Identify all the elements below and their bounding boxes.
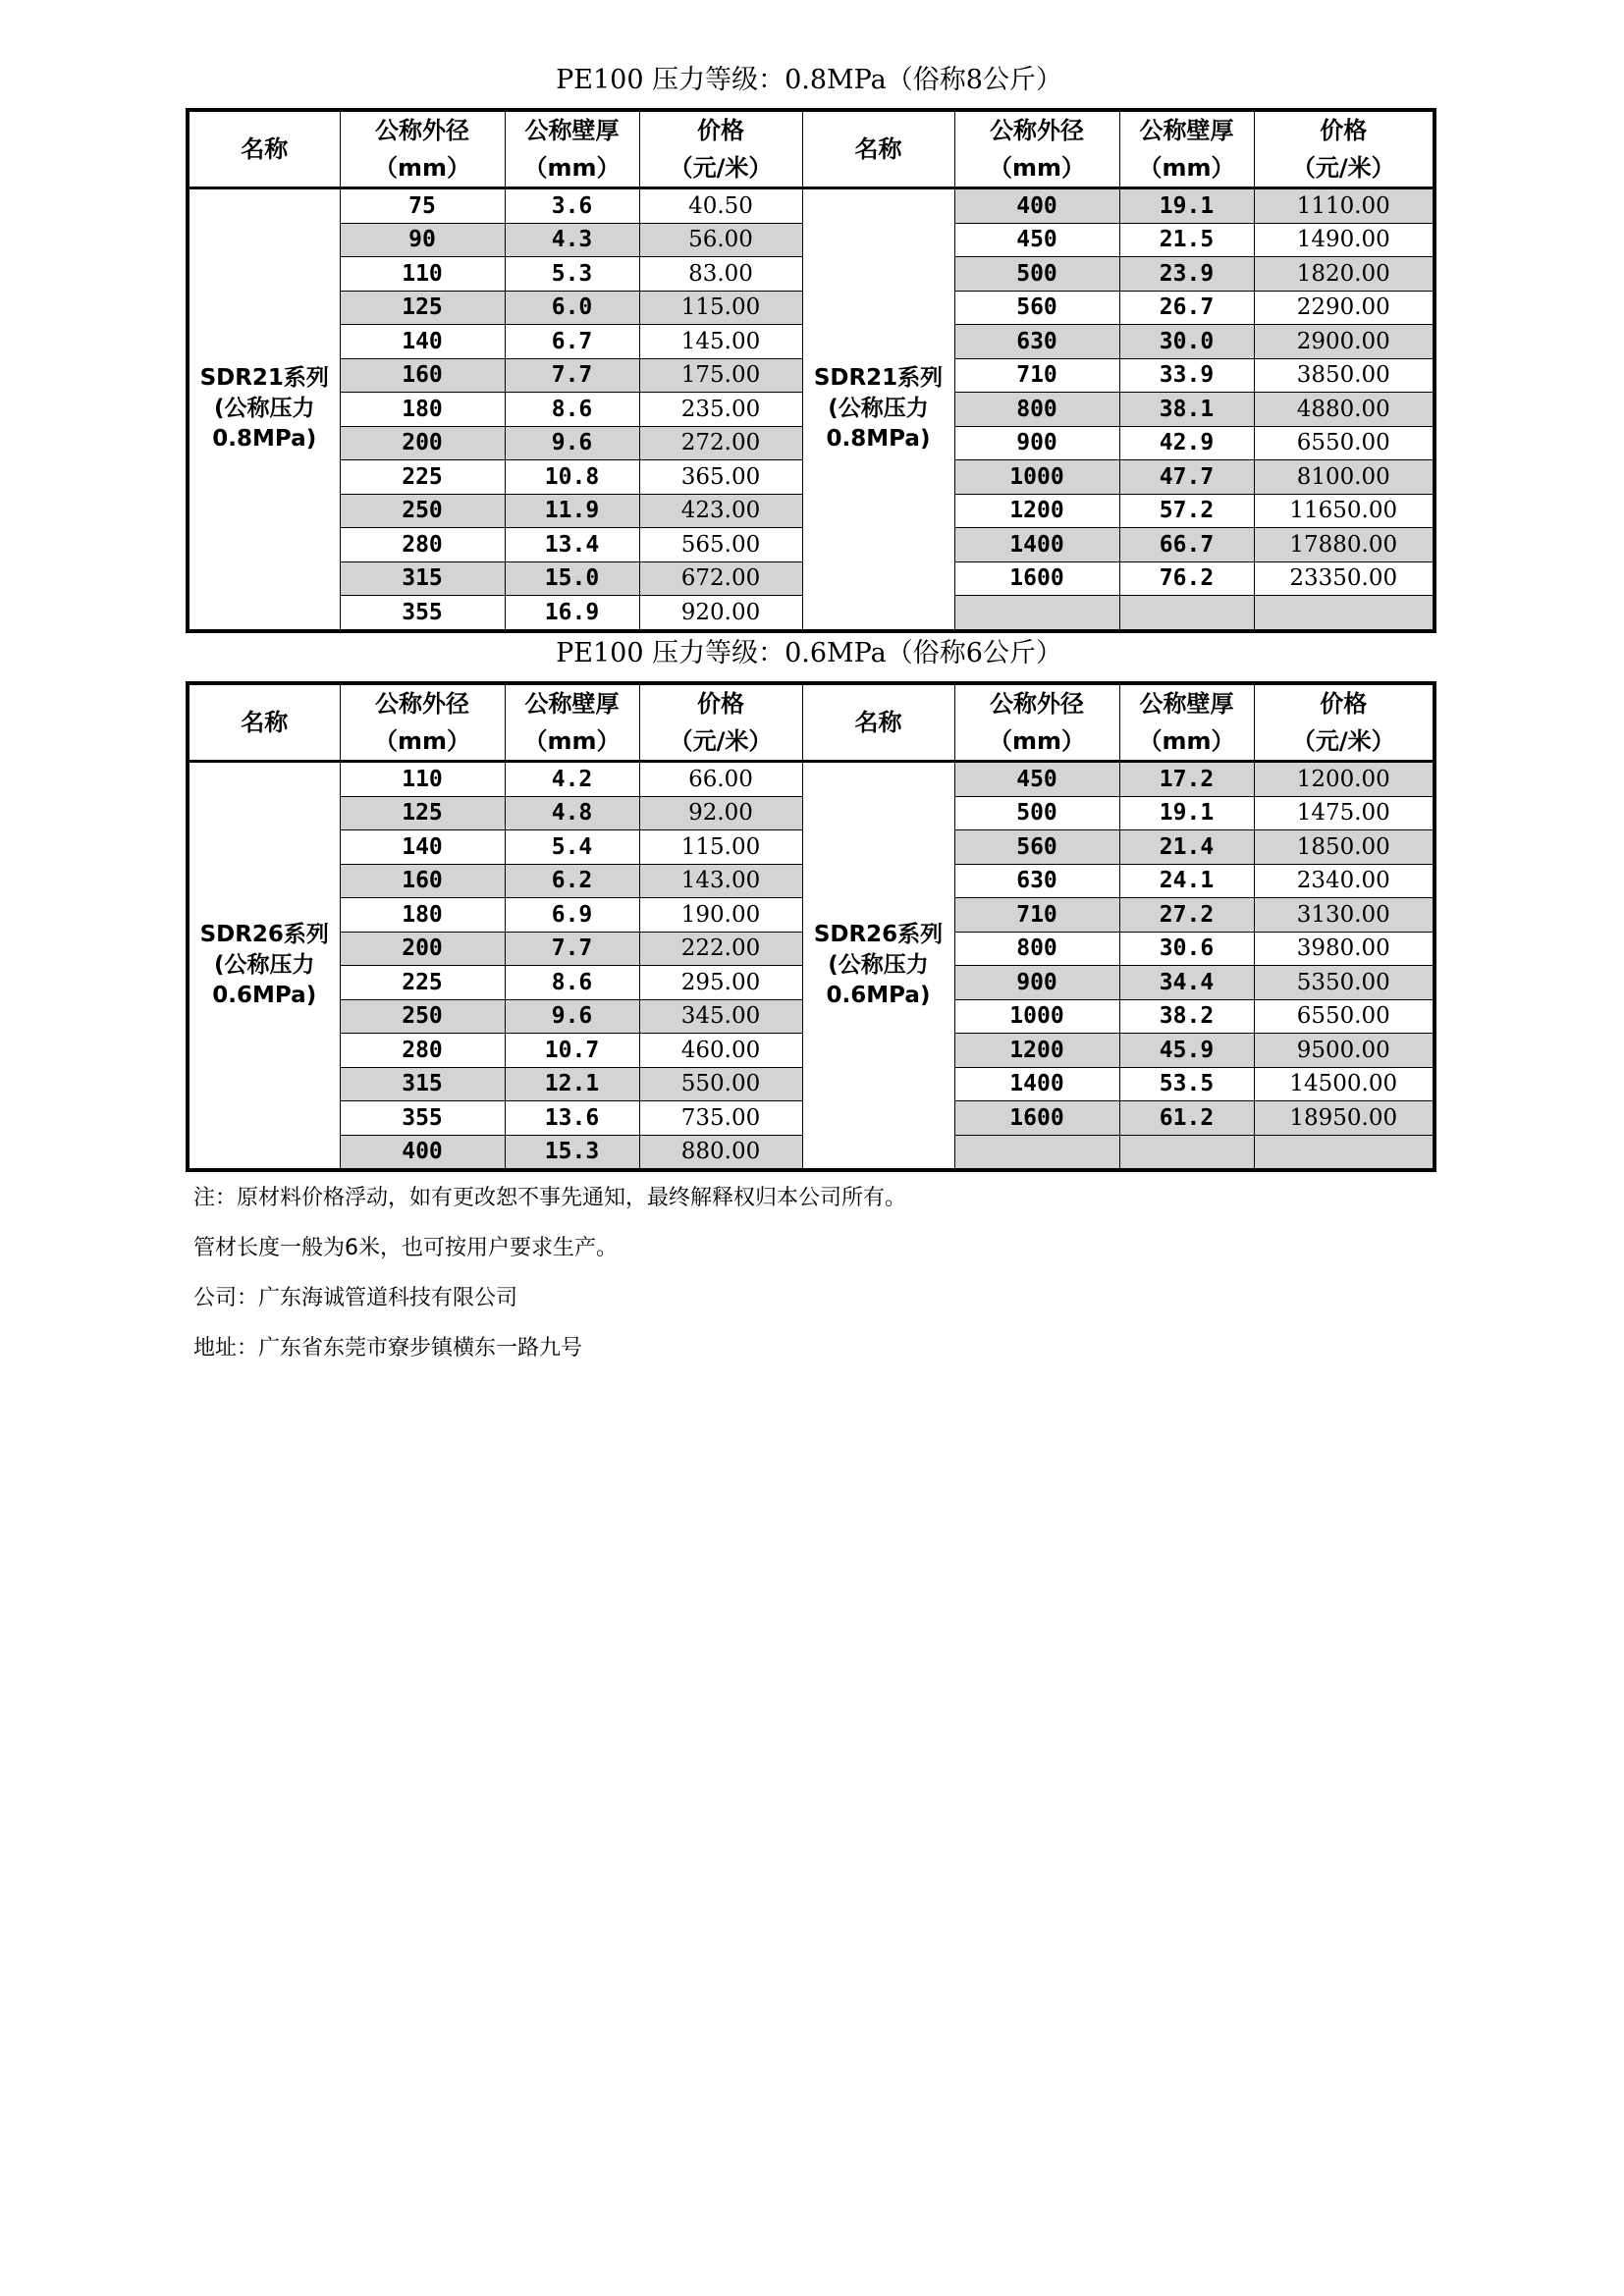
- outer-diameter-cell: 710: [954, 358, 1119, 393]
- wall-thickness-cell: 5.4: [505, 830, 639, 865]
- wall-thickness-cell: 61.2: [1119, 1101, 1254, 1136]
- header-wt: 公称壁厚 （mm）: [505, 683, 639, 762]
- price-cell: 2900.00: [1254, 325, 1435, 359]
- wall-thickness-cell: 5.3: [505, 257, 639, 292]
- price-cell: 235.00: [639, 393, 802, 427]
- series-name-right: [802, 762, 954, 1171]
- series-name-left: [188, 762, 340, 1171]
- price-cell: 423.00: [639, 494, 802, 528]
- outer-diameter-cell: 125: [340, 796, 505, 830]
- outer-diameter-cell: 1200: [954, 1034, 1119, 1068]
- price-cell: 8100.00: [1254, 460, 1435, 495]
- wall-thickness-cell: 19.1: [1119, 796, 1254, 830]
- wall-thickness-cell: 12.1: [505, 1067, 639, 1101]
- price-cell: 3130.00: [1254, 898, 1435, 933]
- price-cell: 222.00: [639, 932, 802, 966]
- series-name-line: 0.6MPa): [212, 983, 317, 1008]
- wall-thickness-cell: 15.3: [505, 1135, 639, 1170]
- price-cell: 1110.00: [1254, 188, 1435, 224]
- wall-thickness-cell: 7.7: [505, 932, 639, 966]
- outer-diameter-cell: 180: [340, 393, 505, 427]
- price-cell: 6550.00: [1254, 426, 1435, 460]
- series-name-line: SDR26系列: [813, 922, 944, 947]
- price-cell: 143.00: [639, 864, 802, 898]
- price-cell: 18950.00: [1254, 1101, 1435, 1136]
- outer-diameter-cell: 250: [340, 999, 505, 1034]
- price-cell: 550.00: [639, 1067, 802, 1101]
- wall-thickness-cell: 13.4: [505, 528, 639, 562]
- price-cell: 3850.00: [1254, 358, 1435, 393]
- price-cell: 17880.00: [1254, 528, 1435, 562]
- wall-thickness-cell: 42.9: [1119, 426, 1254, 460]
- wall-thickness-cell: 45.9: [1119, 1034, 1254, 1068]
- wall-thickness-cell: 10.7: [505, 1034, 639, 1068]
- outer-diameter-cell: 900: [954, 966, 1119, 1000]
- price-cell: 92.00: [639, 796, 802, 830]
- outer-diameter-cell: 110: [340, 762, 505, 797]
- outer-diameter-cell: 280: [340, 1034, 505, 1068]
- price-cell: 1200.00: [1254, 762, 1435, 797]
- outer-diameter-cell: 200: [340, 932, 505, 966]
- wall-thickness-cell: 6.2: [505, 864, 639, 898]
- price-cell: 11650.00: [1254, 494, 1435, 528]
- outer-diameter-cell: 125: [340, 291, 505, 325]
- header-price: 价格 （元/米）: [639, 110, 802, 188]
- outer-diameter-cell: 140: [340, 830, 505, 865]
- outer-diameter-cell: 355: [340, 1101, 505, 1136]
- price-cell: 66.00: [639, 762, 802, 797]
- header-name: 名称: [802, 110, 954, 188]
- outer-diameter-cell: 560: [954, 830, 1119, 865]
- wall-thickness-cell: 9.6: [505, 999, 639, 1034]
- outer-diameter-cell: 400: [954, 188, 1119, 224]
- price-cell: [1254, 1135, 1435, 1170]
- outer-diameter-cell: 630: [954, 864, 1119, 898]
- outer-diameter-cell: 500: [954, 257, 1119, 292]
- price-cell: 2290.00: [1254, 291, 1435, 325]
- header-price: 价格 （元/米）: [639, 683, 802, 762]
- outer-diameter-cell: 1200: [954, 494, 1119, 528]
- wall-thickness-cell: 4.8: [505, 796, 639, 830]
- outer-diameter-cell: 315: [340, 561, 505, 596]
- outer-diameter-cell: 1600: [954, 1101, 1119, 1136]
- price-cell: [1254, 596, 1435, 631]
- wall-thickness-cell: 9.6: [505, 426, 639, 460]
- outer-diameter-cell: 630: [954, 325, 1119, 359]
- outer-diameter-cell: 315: [340, 1067, 505, 1101]
- outer-diameter-cell: 280: [340, 528, 505, 562]
- price-cell: 295.00: [639, 966, 802, 1000]
- series-name-line: SDR21系列: [813, 365, 944, 392]
- wall-thickness-cell: 57.2: [1119, 494, 1254, 528]
- header-od: 公称外径 （mm）: [954, 683, 1119, 762]
- price-cell: 365.00: [639, 460, 802, 495]
- outer-diameter-cell: 250: [340, 494, 505, 528]
- price-cell: 2340.00: [1254, 864, 1435, 898]
- series-name-line: 0.6MPa): [826, 983, 931, 1008]
- outer-diameter-cell: 450: [954, 223, 1119, 257]
- price-cell: 5350.00: [1254, 966, 1435, 1000]
- price-cell: 735.00: [639, 1101, 802, 1136]
- price-cell: 115.00: [639, 291, 802, 325]
- wall-thickness-cell: 21.5: [1119, 223, 1254, 257]
- wall-thickness-cell: 3.6: [505, 188, 639, 224]
- series-name-line: (公称压力: [828, 396, 929, 422]
- note-pipe-length: 管材长度一般为6米，也可按用户要求生产。: [193, 1236, 618, 1260]
- price-cell: 40.50: [639, 188, 802, 224]
- price-cell: 880.00: [639, 1135, 802, 1170]
- wall-thickness-cell: 19.1: [1119, 188, 1254, 224]
- outer-diameter-cell: 1000: [954, 460, 1119, 495]
- outer-diameter-cell: 450: [954, 762, 1119, 797]
- price-cell: 175.00: [639, 358, 802, 393]
- outer-diameter-cell: 160: [340, 358, 505, 393]
- outer-diameter-cell: 400: [340, 1135, 505, 1170]
- price-cell: 14500.00: [1254, 1067, 1435, 1101]
- series-name-left: [188, 188, 340, 631]
- price-cell: 1850.00: [1254, 830, 1435, 865]
- outer-diameter-cell: 110: [340, 257, 505, 292]
- wall-thickness-cell: 26.7: [1119, 291, 1254, 325]
- table1-title: PE100 压力等级：0.8MPa（俗称8公斤）: [556, 65, 1062, 95]
- header-name: 名称: [802, 683, 954, 762]
- header-name: 名称: [188, 110, 340, 188]
- wall-thickness-cell: 6.0: [505, 291, 639, 325]
- series-name-line: (公称压力: [213, 952, 315, 978]
- wall-thickness-cell: 24.1: [1119, 864, 1254, 898]
- outer-diameter-cell: 710: [954, 898, 1119, 933]
- price-cell: 920.00: [639, 596, 802, 631]
- outer-diameter-cell: 1600: [954, 561, 1119, 596]
- table-row: [188, 188, 1435, 224]
- price-cell: 1820.00: [1254, 257, 1435, 292]
- outer-diameter-cell: 90: [340, 223, 505, 257]
- outer-diameter-cell: 200: [340, 426, 505, 460]
- table-row: [188, 762, 1435, 797]
- wall-thickness-cell: [1119, 1135, 1254, 1170]
- wall-thickness-cell: 7.7: [505, 358, 639, 393]
- price-cell: 3980.00: [1254, 932, 1435, 966]
- outer-diameter-cell: 355: [340, 596, 505, 631]
- outer-diameter-cell: 800: [954, 393, 1119, 427]
- header-wt: 公称壁厚 （mm）: [1119, 683, 1254, 762]
- outer-diameter-cell: 900: [954, 426, 1119, 460]
- series-name-line: (公称压力: [213, 396, 315, 422]
- price-table-0-6mpa: [186, 681, 1436, 1172]
- wall-thickness-cell: 4.2: [505, 762, 639, 797]
- outer-diameter-cell: 560: [954, 291, 1119, 325]
- price-cell: 23350.00: [1254, 561, 1435, 596]
- wall-thickness-cell: 8.6: [505, 393, 639, 427]
- wall-thickness-cell: 13.6: [505, 1101, 639, 1136]
- wall-thickness-cell: [1119, 596, 1254, 631]
- outer-diameter-cell: 1400: [954, 528, 1119, 562]
- outer-diameter-cell: 225: [340, 966, 505, 1000]
- wall-thickness-cell: 4.3: [505, 223, 639, 257]
- outer-diameter-cell: 180: [340, 898, 505, 933]
- outer-diameter-cell: [954, 596, 1119, 631]
- header-name: 名称: [188, 683, 340, 762]
- series-name-line: (公称压力: [828, 952, 929, 978]
- wall-thickness-cell: 47.7: [1119, 460, 1254, 495]
- header-od: 公称外径 （mm）: [340, 110, 505, 188]
- table2-title: PE100 压力等级：0.6MPa（俗称6公斤）: [556, 638, 1062, 668]
- wall-thickness-cell: 27.2: [1119, 898, 1254, 933]
- price-cell: 672.00: [639, 561, 802, 596]
- wall-thickness-cell: 53.5: [1119, 1067, 1254, 1101]
- outer-diameter-cell: 500: [954, 796, 1119, 830]
- wall-thickness-cell: 33.9: [1119, 358, 1254, 393]
- wall-thickness-cell: 11.9: [505, 494, 639, 528]
- wall-thickness-cell: 34.4: [1119, 966, 1254, 1000]
- price-cell: 272.00: [639, 426, 802, 460]
- price-cell: 115.00: [639, 830, 802, 865]
- wall-thickness-cell: 10.8: [505, 460, 639, 495]
- header-wt: 公称壁厚 （mm）: [505, 110, 639, 188]
- wall-thickness-cell: 23.9: [1119, 257, 1254, 292]
- header-od: 公称外径 （mm）: [954, 110, 1119, 188]
- price-cell: 4880.00: [1254, 393, 1435, 427]
- wall-thickness-cell: 6.7: [505, 325, 639, 359]
- series-name-line: 0.8MPa): [212, 426, 317, 453]
- price-cell: 460.00: [639, 1034, 802, 1068]
- price-cell: 9500.00: [1254, 1034, 1435, 1068]
- header-price: 价格 （元/米）: [1254, 683, 1435, 762]
- wall-thickness-cell: 76.2: [1119, 561, 1254, 596]
- price-cell: 145.00: [639, 325, 802, 359]
- price-cell: 190.00: [639, 898, 802, 933]
- price-cell: 6550.00: [1254, 999, 1435, 1034]
- wall-thickness-cell: 16.9: [505, 596, 639, 631]
- outer-diameter-cell: 1000: [954, 999, 1119, 1034]
- price-cell: 345.00: [639, 999, 802, 1034]
- outer-diameter-cell: 800: [954, 932, 1119, 966]
- outer-diameter-cell: [954, 1135, 1119, 1170]
- wall-thickness-cell: 8.6: [505, 966, 639, 1000]
- header-od: 公称外径 （mm）: [340, 683, 505, 762]
- wall-thickness-cell: 66.7: [1119, 528, 1254, 562]
- price-cell: 1475.00: [1254, 796, 1435, 830]
- series-name-line: SDR21系列: [199, 365, 329, 392]
- series-name-line: SDR26系列: [199, 922, 329, 947]
- wall-thickness-cell: 6.9: [505, 898, 639, 933]
- wall-thickness-cell: 15.0: [505, 561, 639, 596]
- note-address: 地址：广东省东莞市寮步镇横东一路九号: [193, 1336, 583, 1361]
- wall-thickness-cell: 30.6: [1119, 932, 1254, 966]
- series-name-right: [802, 188, 954, 631]
- header-price: 价格 （元/米）: [1254, 110, 1435, 188]
- wall-thickness-cell: 38.2: [1119, 999, 1254, 1034]
- outer-diameter-cell: 75: [340, 188, 505, 224]
- wall-thickness-cell: 21.4: [1119, 830, 1254, 865]
- price-cell: 83.00: [639, 257, 802, 292]
- price-cell: 1490.00: [1254, 223, 1435, 257]
- price-cell: 56.00: [639, 223, 802, 257]
- price-cell: 565.00: [639, 528, 802, 562]
- series-name-line: 0.8MPa): [826, 426, 931, 453]
- outer-diameter-cell: 140: [340, 325, 505, 359]
- note-price-disclaimer: 注：原材料价格浮动，如有更改恕不事先通知，最终解释权归本公司所有。: [193, 1186, 907, 1210]
- outer-diameter-cell: 160: [340, 864, 505, 898]
- wall-thickness-cell: 17.2: [1119, 762, 1254, 797]
- wall-thickness-cell: 38.1: [1119, 393, 1254, 427]
- outer-diameter-cell: 1400: [954, 1067, 1119, 1101]
- outer-diameter-cell: 225: [340, 460, 505, 495]
- wall-thickness-cell: 30.0: [1119, 325, 1254, 359]
- note-company: 公司：广东海诚管道科技有限公司: [193, 1286, 518, 1310]
- header-wt: 公称壁厚 （mm）: [1119, 110, 1254, 188]
- price-table-0-8mpa: [186, 108, 1436, 633]
